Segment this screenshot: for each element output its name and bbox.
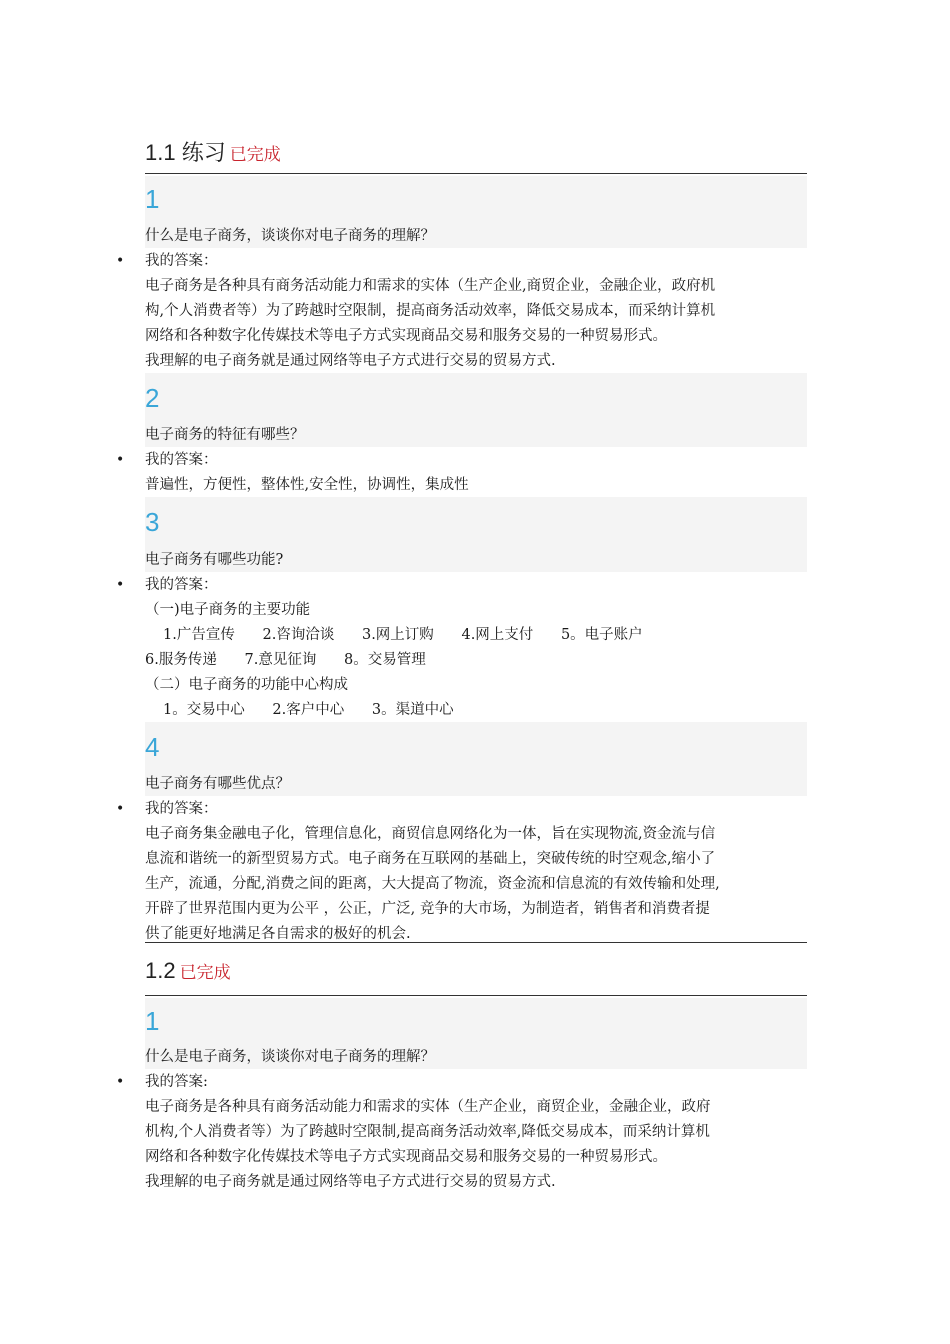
question-number: 2	[145, 383, 160, 413]
answer-label: 我的答案：	[145, 452, 218, 468]
answer-label: 我的答案:	[145, 1074, 208, 1090]
answer-label: 我的答案：	[145, 801, 218, 817]
status-badge: 已完成	[179, 963, 231, 983]
answer-line: 开辟了世界范围内更为公平 ，公正，广泛, 竞争的大市场，为制造者，销售者和消费者提	[145, 901, 710, 917]
answer-line: 普遍性，方便性，整体性,安全性，协调性，集成性	[145, 477, 469, 493]
answer-line: （二）电子商务的功能中心构成	[145, 677, 348, 693]
question-block	[145, 497, 807, 572]
section-title	[145, 958, 231, 984]
answer-label: 我的答案：	[145, 577, 218, 593]
answer-line: 6.服务传递 7.意见征询 8。交易管理	[145, 652, 426, 668]
status-badge: 已完成	[229, 145, 281, 165]
question-block	[145, 998, 807, 1069]
section-divider	[145, 995, 807, 996]
question-number: 3	[145, 507, 160, 537]
answer-line: 网络和各种数字化传媒技术等电子方式实现商品交易和服务交易的一种贸易形式。	[145, 328, 667, 344]
question-block	[145, 722, 807, 796]
question-block	[145, 176, 807, 248]
answer-line: 电子商务是各种具有商务活动能力和需求的实体（生产企业,商贸企业，金融企业，政府机	[145, 278, 716, 294]
answer-line: 电子商务是各种具有商务活动能力和需求的实体（生产企业，商贸企业，金融企业，政府	[145, 1099, 711, 1115]
section-divider	[145, 173, 807, 174]
question-text: 什么是电子商务，谈谈你对电子商务的理解？	[145, 1049, 435, 1065]
answer-line: 我理解的电子商务就是通过网络等电子方式进行交易的贸易方式.	[145, 353, 556, 369]
section-title	[145, 136, 281, 167]
answer-line: 1。交易中心 2.客户中心 3。渠道中心	[163, 702, 454, 718]
answer-line: 供了能更好地满足各自需求的极好的机会.	[145, 926, 411, 942]
bullet-icon: •	[116, 577, 125, 593]
question-number: 4	[145, 732, 160, 762]
question-text: 电子商务的特征有哪些？	[145, 427, 305, 443]
answer-line: 电子商务集金融电子化，管理信息化，商贸信息网络化为一体，旨在实现物流,资金流与信	[145, 826, 716, 842]
answer-line: 机构,个人消费者等）为了跨越时空限制,提高商务活动效率,降低交易成本，而采纳计算机	[145, 1124, 710, 1140]
question-number: 1	[145, 184, 160, 214]
answer-label: 我的答案：	[145, 253, 218, 269]
bullet-icon: •	[116, 801, 125, 817]
answer-line: 网络和各种数字化传媒技术等电子方式实现商品交易和服务交易的一种贸易形式。	[145, 1149, 667, 1165]
question-text: 电子商务有哪些功能?	[145, 552, 284, 568]
section-title-text: 1.2	[145, 958, 176, 983]
section-title-text: 1.1 练习	[145, 140, 226, 165]
question-text: 什么是电子商务，谈谈你对电子商务的理解？	[145, 228, 435, 244]
answer-line: 我理解的电子商务就是通过网络等电子方式进行交易的贸易方式.	[145, 1174, 556, 1190]
question-number: 1	[145, 1006, 160, 1036]
bullet-icon: •	[116, 452, 125, 468]
answer-line: （一)电子商务的主要功能	[145, 602, 311, 618]
answer-line: 1.广告宣传 2.咨询洽谈 3.网上订购 4.网上支付 5。电子账户	[163, 627, 643, 643]
bullet-icon: •	[116, 1074, 125, 1090]
question-block	[145, 373, 807, 447]
question-text: 电子商务有哪些优点？	[145, 776, 290, 792]
answer-line: 构,个人消费者等）为了跨越时空限制，提高商务活动效率，降低交易成本，而采纳计算机	[145, 303, 716, 319]
section-divider	[145, 942, 807, 943]
answer-line: 息流和谐统一的新型贸易方式。电子商务在互联网的基础上，突破传统的时空观念,缩小了	[145, 851, 716, 867]
answer-line: 生产，流通，分配,消费之间的距离，大大提高了物流，资金流和信息流的有效传输和处理,	[145, 876, 720, 892]
bullet-icon: •	[116, 253, 125, 269]
